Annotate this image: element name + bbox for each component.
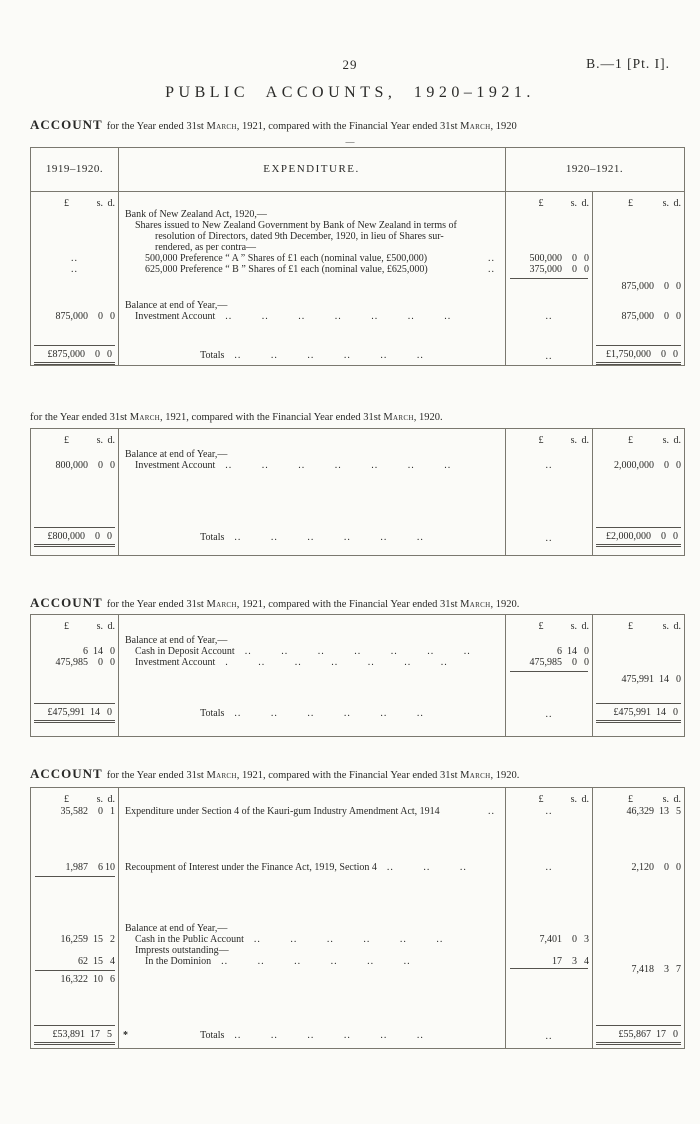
row-in-the-dominion: In the Dominion — [145, 956, 212, 967]
amount-investment-1920: 475,985 0 0 — [55, 657, 115, 668]
table-row — [31, 862, 684, 873]
row-cash-deposit: Cash in Deposit Account — [135, 646, 235, 657]
table-row — [31, 806, 684, 817]
table-row — [31, 264, 684, 275]
subtotal-rule — [510, 671, 588, 672]
subtotal-rule — [35, 970, 115, 971]
ditto-marks: .. — [545, 533, 553, 544]
row-kauri-gum-expenditure: Expenditure under Section 4 of the Kauri-gum Industry Amendment Act, 1914 — [125, 806, 440, 817]
row-balance-heading: Balance at end of Year,— — [125, 300, 228, 311]
table-row — [31, 253, 684, 264]
dot-leaders: .. .. .. .. .. .. — [234, 1030, 424, 1041]
dot-leaders: .. .. .. .. .. .. — [221, 956, 411, 967]
money-column-header: £ s. d. — [538, 794, 589, 805]
heading-rule-mark: — — [345, 137, 355, 147]
amount-balance-1920: 875,000 0 0 — [55, 311, 115, 322]
row-preference-a: 500,000 Preference “ A ” Shares of £1 each (nominal value, £500,000) — [145, 253, 428, 264]
row-cash-public-account: Cash in the Public Account — [135, 934, 244, 945]
dot-leaders: .. .. .. .. .. .. .. — [244, 646, 471, 657]
subtotal-rule — [510, 968, 588, 969]
totals-label: Totals — [200, 350, 225, 361]
amount-cash-1920: 6 14 0 — [83, 646, 115, 657]
money-column-header: £ s. d. — [538, 435, 589, 446]
amount-recoupment-1921: 2,120 0 0 — [631, 862, 681, 873]
totals-label: Totals — [200, 708, 225, 719]
heading-text: , 1920. — [490, 770, 520, 781]
money-unit-header-row — [31, 435, 684, 446]
column-divider — [118, 788, 119, 1048]
amount-pref-b: 375,000 0 0 — [529, 264, 589, 275]
ditto-marks: .. — [545, 460, 553, 471]
heading-text: , 1920 — [490, 121, 517, 132]
money-column-header: £ s. d. — [64, 198, 115, 209]
heading-text: March — [129, 412, 161, 423]
amount-balance-1921: 875,000 0 0 — [621, 311, 681, 322]
heading-text: , 1920. — [490, 599, 520, 610]
ditto-marks: .. — [545, 311, 553, 322]
table-header-row — [31, 148, 684, 192]
heading-text: , 1921, compared with the Financial Year ended 31st — [236, 121, 461, 132]
totals-label: Totals — [200, 1030, 225, 1041]
heading-text: for the Year ended 31st — [106, 599, 207, 610]
heading-text: , 1921, compared with the Financial Year ended 31st — [160, 412, 384, 423]
dot-leaders: .. — [488, 264, 495, 275]
amount-dominion-1920: 62 15 4 — [78, 956, 115, 967]
totals-amount-right: £475,991 14 0 — [613, 707, 678, 718]
heading-text: March — [206, 770, 237, 781]
totals-row — [31, 703, 684, 727]
totals-row — [31, 345, 684, 369]
amount-cash-1921: 6 14 0 — [557, 646, 589, 657]
amount-shares-subtotal: 875,000 0 0 — [621, 281, 681, 292]
dot-leaders: .. .. .. .. .. .. — [234, 350, 424, 361]
money-column-header: £ s. d. — [538, 621, 589, 632]
heading-text: , 1921, compared with the Financial Year ended 31st — [236, 770, 461, 781]
account-label: ACCOUNT — [30, 595, 103, 610]
amount-cash-public-1921: 7,401 0 3 — [539, 934, 589, 945]
money-unit-header-row — [31, 198, 684, 209]
column-divider — [505, 788, 506, 1048]
amount-balance-1921: 2,000,000 0 0 — [614, 460, 681, 471]
account-label: ACCOUNT — [30, 766, 103, 781]
totals-amount-left: £53,891 17 5 — [52, 1029, 112, 1040]
account-heading-1 — [30, 117, 517, 133]
account-table-4 — [30, 787, 685, 1049]
row-preference-b: 625,000 Preference “ B ” Shares of £1 each (nominal value, £625,000) — [145, 264, 428, 275]
money-column-header: £ s. d. — [628, 435, 681, 446]
heading-text: March — [460, 121, 491, 132]
dot-leaders: .. .. .. .. .. .. — [234, 708, 424, 719]
row-investment-account: Investment Account — [135, 460, 216, 471]
row-shares-issued-2: resolution of Directors, dated 9th December, 1920, in lieu of Shares sur- — [155, 231, 444, 242]
amount-balance-1920: 800,000 0 0 — [55, 460, 115, 471]
ditto-marks: .. — [545, 1031, 553, 1042]
totals-amount-right: £55,867 17 0 — [618, 1029, 678, 1040]
amount-cash-public-1920: 16,259 15 2 — [60, 934, 115, 945]
totals-row — [31, 527, 684, 551]
money-unit-header-row — [31, 794, 684, 805]
ditto-marks: .. — [71, 264, 78, 275]
dot-leaders: .. .. .. .. .. .. .. — [225, 460, 452, 471]
dot-leaders: .. — [488, 806, 495, 817]
dot-leaders: .. .. .. .. .. .. — [253, 934, 444, 945]
heading-text: for the Year ended 31st — [30, 412, 130, 423]
column-header-1919-1920: 1919–1920. — [45, 163, 104, 175]
money-column-header: £ s. d. — [628, 621, 681, 632]
money-column-header: £ s. d. — [64, 794, 115, 805]
heading-text: for the Year ended 31st — [106, 770, 207, 781]
column-divider — [592, 788, 593, 1048]
amount-dominion-1921: 17 3 4 — [552, 956, 589, 967]
account-table-1 — [30, 147, 685, 366]
money-column-header: £ s. d. — [628, 794, 681, 805]
totals-row — [31, 1025, 684, 1049]
row-investment-account: Investment Account — [135, 657, 216, 668]
amount-balance-subtotal-1920: 16,322 10 6 — [60, 974, 115, 985]
heading-text: March — [383, 412, 414, 423]
footnote-mark: * — [123, 1030, 128, 1041]
amount-balance-subtotal: 475,991 14 0 — [621, 674, 681, 685]
row-imprests-heading: Imprests outstanding— — [135, 945, 229, 956]
totals-amount-right: £1,750,000 0 0 — [606, 349, 678, 360]
heading-text: March — [460, 599, 491, 610]
row-balance-heading: Balance at end of Year,— — [125, 635, 228, 646]
subtotal-rule — [510, 278, 588, 279]
amount-investment-1921: 475,985 0 0 — [529, 657, 589, 668]
row-shares-issued-3: rendered, as per contra— — [155, 242, 257, 253]
heading-text: , 1920. — [413, 412, 443, 423]
row-balance-heading: Balance at end of Year,— — [125, 923, 228, 934]
heading-text: , 1921, compared with the Financial Year ended 31st — [236, 599, 461, 610]
heading-text: March — [206, 121, 237, 132]
amount-expenditure-1920: 35,582 0 1 — [60, 806, 115, 817]
page-number: 29 — [342, 57, 358, 72]
totals-amount-left: £800,000 0 0 — [47, 531, 112, 542]
money-column-header: £ s. d. — [64, 435, 115, 446]
table-row — [31, 657, 684, 668]
subtotal-rule — [35, 876, 115, 877]
account-heading-2 — [30, 412, 443, 423]
document-reference: B.—1 [Pt. I]. — [586, 56, 670, 71]
ditto-marks: .. — [545, 862, 553, 873]
heading-text: March — [206, 599, 237, 610]
amount-recoupment-1920: 1,987 6 10 — [65, 862, 115, 873]
row-balance-heading: Balance at end of Year,— — [125, 449, 228, 460]
dot-leaders: .. .. .. .. .. .. — [234, 532, 424, 543]
heading-text: March — [460, 770, 491, 781]
column-header-expenditure: EXPENDITURE. — [263, 163, 360, 175]
dot-leaders: .. — [488, 253, 495, 264]
account-table-3 — [30, 614, 685, 737]
heading-text: for the Year ended 31st — [106, 121, 207, 132]
ditto-marks: .. — [545, 806, 553, 817]
account-heading-4 — [30, 766, 519, 782]
page-title: PUBLIC ACCOUNTS, 1920–1921. — [165, 84, 535, 101]
amount-expenditure-1921: 46,329 13 5 — [626, 806, 681, 817]
account-table-2 — [30, 428, 685, 556]
money-column-header: £ s. d. — [628, 198, 681, 209]
amount-balance-subtotal-1921: 7,418 3 7 — [631, 964, 681, 975]
row-bank-act: Bank of New Zealand Act, 1920,— — [125, 209, 267, 220]
dot-leaders: .. .. .. — [386, 862, 467, 873]
totals-amount-right: £2,000,000 0 0 — [606, 531, 678, 542]
ditto-marks: .. — [545, 351, 553, 362]
dot-leaders: . .. .. .. .. .. .. — [225, 657, 448, 668]
table-row — [31, 934, 684, 945]
column-header-1920-1921: 1920–1921. — [565, 163, 624, 175]
table-row — [31, 646, 684, 657]
ditto-marks: .. — [71, 253, 78, 264]
totals-amount-left: £875,000 0 0 — [47, 349, 112, 360]
amount-pref-a: 500,000 0 0 — [529, 253, 589, 264]
money-column-header: £ s. d. — [64, 621, 115, 632]
account-heading-3 — [30, 595, 519, 611]
account-label: ACCOUNT — [30, 117, 103, 132]
row-recoupment-interest: Recoupment of Interest under the Finance Act, 1919, Section 4 — [125, 862, 377, 873]
money-unit-header-row — [31, 621, 684, 632]
dot-leaders: .. .. .. .. .. .. .. — [225, 311, 452, 322]
totals-label: Totals — [200, 532, 225, 543]
row-shares-issued-1: Shares issued to New Zealand Government by Bank of New Zealand in terms of — [135, 220, 457, 231]
money-column-header: £ s. d. — [538, 198, 589, 209]
row-investment-account: Investment Account — [135, 311, 216, 322]
table-row — [31, 311, 684, 322]
totals-amount-left: £475,991 14 0 — [47, 707, 112, 718]
table-row — [31, 460, 684, 471]
ditto-marks: .. — [545, 709, 553, 720]
